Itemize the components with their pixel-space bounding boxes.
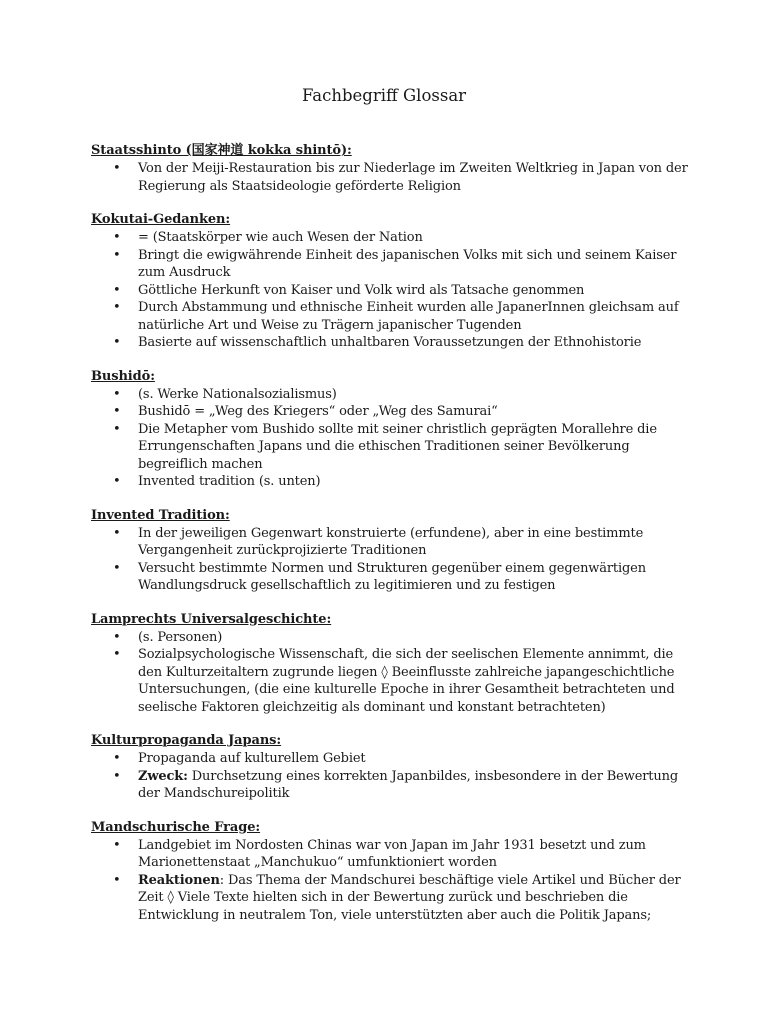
bullet-list <box>91 837 691 925</box>
bullet-icon: • <box>113 560 121 576</box>
bullet-list <box>91 525 691 595</box>
item-text: Bringt die ewigwährende Einheit des japanischen Volks mit sich und seinem Kaiser zum Ausdruck <box>138 247 677 280</box>
list-item <box>91 160 691 195</box>
list-item <box>91 872 691 925</box>
item-text: Bushidō = „Weg des Kriegers“ oder „Weg des Samurai“ <box>138 404 498 419</box>
list-item <box>91 421 691 474</box>
bullet-icon: • <box>113 629 121 645</box>
item-lead-term: Zweck: <box>138 768 188 784</box>
item-text: Invented tradition (s. unten) <box>138 474 321 489</box>
glossary-section <box>91 142 691 195</box>
bullet-icon: • <box>113 247 121 263</box>
bullet-icon: • <box>113 647 121 662</box>
item-text: Von der Meiji-Restauration bis zur Niederlage im Zweiten Weltkrieg in Japan von der Regierung als Staatsideologie geförderte Religion <box>138 161 688 194</box>
bullet-icon: • <box>113 230 121 245</box>
bullet-icon: • <box>113 161 121 176</box>
section-heading: Kulturpropaganda Japans: <box>91 733 282 748</box>
section-heading: Lamprechts Universalgeschichte: <box>91 611 332 627</box>
list-item <box>91 229 691 247</box>
list-item <box>91 282 691 300</box>
bullet-list <box>91 160 691 195</box>
list-item <box>91 750 691 768</box>
bullet-icon: • <box>113 282 121 298</box>
bullet-icon: • <box>113 474 121 489</box>
list-item <box>91 768 691 803</box>
item-text: Göttliche Herkunft von Kaiser und Volk wird als Tatsache genommen <box>138 282 585 298</box>
item-lead-term: Reaktionen <box>138 872 220 888</box>
bullet-icon: • <box>113 837 121 853</box>
item-text: (s. Werke Nationalsozialismus) <box>138 386 337 402</box>
list-item <box>91 525 691 560</box>
bullet-list <box>91 750 691 803</box>
item-text: Sozialpsychologische Wissenschaft, die sich der seelischen Elemente annimmt, die den Kulturzeitaltern zugrunde liegen ◊ Beeinflusste zahlreiche japangeschichtliche Untersuchungen, (die eine kulturelle Epoche in ihrer Gesamtheit betrachteten und seelische Faktoren gleichzeitig als dominant und konstant betrachteten) <box>138 647 675 715</box>
list-item <box>91 386 691 404</box>
item-text: Propaganda auf kulturellem Gebiet <box>138 751 366 766</box>
glossary-section <box>91 507 691 595</box>
list-item <box>91 629 691 647</box>
section-heading: Mandschurische Frage: <box>91 819 261 835</box>
bullet-list <box>91 386 691 491</box>
bullet-icon: • <box>113 300 121 315</box>
item-text: (s. Personen) <box>138 629 223 645</box>
glossary-section <box>91 732 691 803</box>
item-text: In der jeweiligen Gegenwart konstruierte (erfundene), aber in eine bestimmte Vergangenheit zurückprojizierte Traditionen <box>138 525 644 558</box>
item-text: Versucht bestimmte Normen und Strukturen gegenüber einem gegenwärtigen Wandlungsdruck gesellschaftlich zu legitimieren und zu festigen <box>138 560 646 593</box>
bullet-list <box>91 229 691 352</box>
section-heading: Bushidō: <box>91 368 155 384</box>
item-text: = (Staatskörper wie auch Wesen der Nation <box>138 230 423 245</box>
bullet-icon: • <box>113 404 121 419</box>
glossary-content <box>91 142 691 940</box>
page-title: Fachbegriff Glossar <box>301 86 467 105</box>
bullet-icon: • <box>113 386 121 402</box>
list-item <box>91 403 691 421</box>
list-item <box>91 299 691 334</box>
list-item <box>91 560 691 595</box>
item-text: Durch Abstammung und ethnische Einheit wurden alle JapanerInnen gleichsam auf natürliche Art und Weise zu Trägern japanischer Tugenden <box>138 300 679 333</box>
bullet-icon: • <box>113 751 121 766</box>
list-item <box>91 837 691 872</box>
section-heading: Invented Tradition: <box>91 507 230 523</box>
bullet-list <box>91 629 691 717</box>
list-item <box>91 247 691 282</box>
glossary-section <box>91 368 691 491</box>
list-item <box>91 473 691 491</box>
bullet-icon: • <box>113 872 121 888</box>
glossary-section <box>91 819 691 925</box>
list-item <box>91 646 691 716</box>
bullet-icon: • <box>113 768 121 784</box>
item-text: : Das Thema der Mandschurei beschäftige viele Artikel und Bücher der Zeit ◊ Viele Texte hielten sich in der Bewertung zurück und beschrieben die Entwicklung in neutralem Ton, viele unterstützten aber auch die Politik Japans; <box>138 872 681 923</box>
glossary-section <box>91 611 691 717</box>
bullet-icon: • <box>113 421 121 437</box>
bullet-icon: • <box>113 525 121 541</box>
section-heading: Staatsshinto (国家神道 kokka shintō): <box>91 143 352 158</box>
item-text: Durchsetzung eines korrekten Japanbildes, insbesondere in der Bewertung der Mandschureipolitik <box>138 768 678 801</box>
item-text: Basierte auf wissenschaftlich unhaltbaren Voraussetzungen der Ethnohistorie <box>138 335 642 350</box>
list-item <box>91 334 691 352</box>
section-heading: Kokutai-Gedanken: <box>91 212 231 227</box>
glossary-section <box>91 211 691 352</box>
item-text: Die Metapher vom Bushido sollte mit seiner christlich geprägten Morallehre die Errungenschaften Japans und die ethischen Traditionen seiner Bevölkerung begreiflich machen <box>138 421 657 472</box>
item-text: Landgebiet im Nordosten Chinas war von Japan im Jahr 1931 besetzt und zum Marionettenstaat „Manchukuo“ umfunktioniert worden <box>138 837 646 870</box>
bullet-icon: • <box>113 335 121 350</box>
